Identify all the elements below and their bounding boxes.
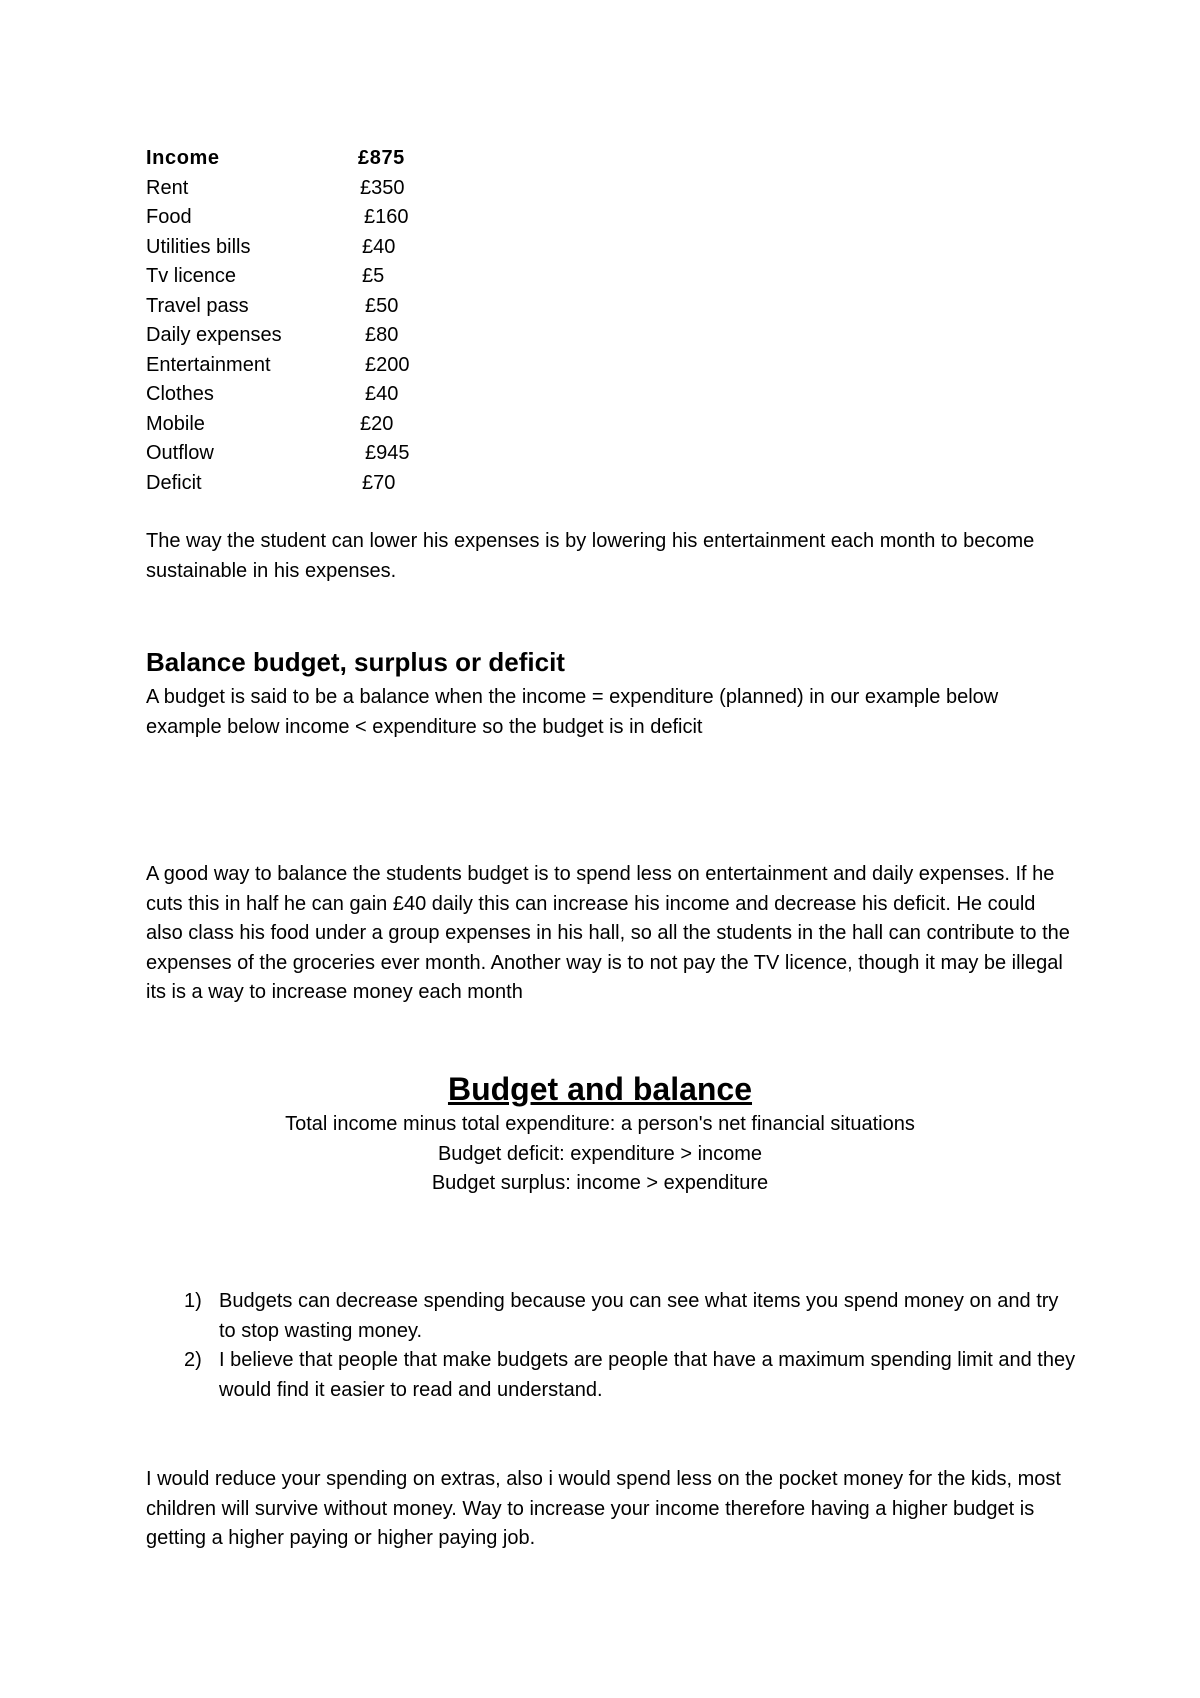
budget-row [146,321,506,351]
budget-amount: £945 [365,442,410,464]
budget-label: Utilities bills [146,235,251,258]
budget-row [146,380,506,410]
budget-row [146,174,506,204]
closing-paragraph [146,1465,1076,1554]
budget-and-balance-heading: Budget and balance [447,1071,753,1107]
budget-amount: £350 [360,176,405,199]
numbered-list [146,1287,1076,1405]
budget-label: Daily expenses [146,324,282,346]
budget-label: Mobile [146,412,205,435]
budget-amount: £50 [365,294,399,317]
budget-label: Entertainment [146,353,271,376]
budget-amount: £80 [365,324,399,346]
list-text: I believe that people that make budgets are people that have a maximum spending limit and they would find it easier to read and understand. [219,1349,1076,1401]
budget-amount: £200 [365,353,410,376]
budget-amount: £5 [362,265,385,287]
budget-label: Travel pass [146,294,249,317]
budget-amount: £20 [360,412,394,435]
definition-line: Budget surplus: income > expenditure [431,1172,769,1194]
balance-heading: Balance budget, surplus or deficit [146,647,565,677]
budget-row-income [146,144,506,174]
budget-label: Food [146,206,192,228]
budget-amount: £70 [362,471,396,494]
definition-line: Total income minus total expenditure: a person's net financial situations [285,1113,915,1135]
budget-amount: £40 [362,235,396,258]
budget-amount: £160 [364,206,409,228]
list-item [146,1287,1076,1346]
budget-amount: £40 [365,383,399,405]
budget-row [146,262,506,292]
good-way-text: A good way to balance the students budget is to spend less on entertainment and daily expenses. If he cuts this in half he can gain £40 daily this can increase his income and decrease his deficit. He could also class his food under a group expenses in his hall, so all the students in the hall can contribute to the expenses of the groceries ever month. Another way is to not pay the TV licence, though it may be illegal its is a way to increase money each month [146,863,1070,1003]
budget-table [146,144,506,498]
list-number: 1) [184,1290,202,1312]
budget-row [146,203,506,233]
budget-definitions [0,1110,1200,1199]
budget-row [146,233,506,263]
budget-label: Deficit [146,471,202,494]
list-number: 2) [184,1349,202,1371]
budget-row [146,351,506,381]
budget-label: Outflow [146,442,214,464]
budget-row [146,292,506,322]
balance-paragraph [146,683,1076,742]
budget-label: Income [146,147,220,169]
closing-text: I would reduce your spending on extras, also i would spend less on the pocket money for the kids, most children will survive without money. Way to increase your income therefore having a higher budget is getting a higher paying or higher paying job. [146,1468,1061,1549]
budget-row [146,410,506,440]
balance-text: A budget is said to be a balance when the income = expenditure (planned) in our example below example below income < expenditure so the budget is in deficit [146,686,999,738]
lower-expenses-paragraph [146,527,1076,586]
list-text: Budgets can decrease spending because you can see what items you spend money on and try to stop wasting money. [219,1290,1059,1342]
budget-row [146,439,506,469]
budget-amount: £875 [358,147,405,169]
budget-row [146,469,506,499]
definition-line: Budget deficit: expenditure > income [437,1142,763,1165]
budget-label: Clothes [146,383,214,405]
good-way-paragraph [146,860,1076,1008]
budget-label: Rent [146,176,189,199]
lower-expenses-text: The way the student can lower his expenses is by lowering his entertainment each month to become sustainable in his expenses. [146,530,1035,582]
budget-label: Tv licence [146,265,237,287]
list-item [146,1346,1076,1405]
